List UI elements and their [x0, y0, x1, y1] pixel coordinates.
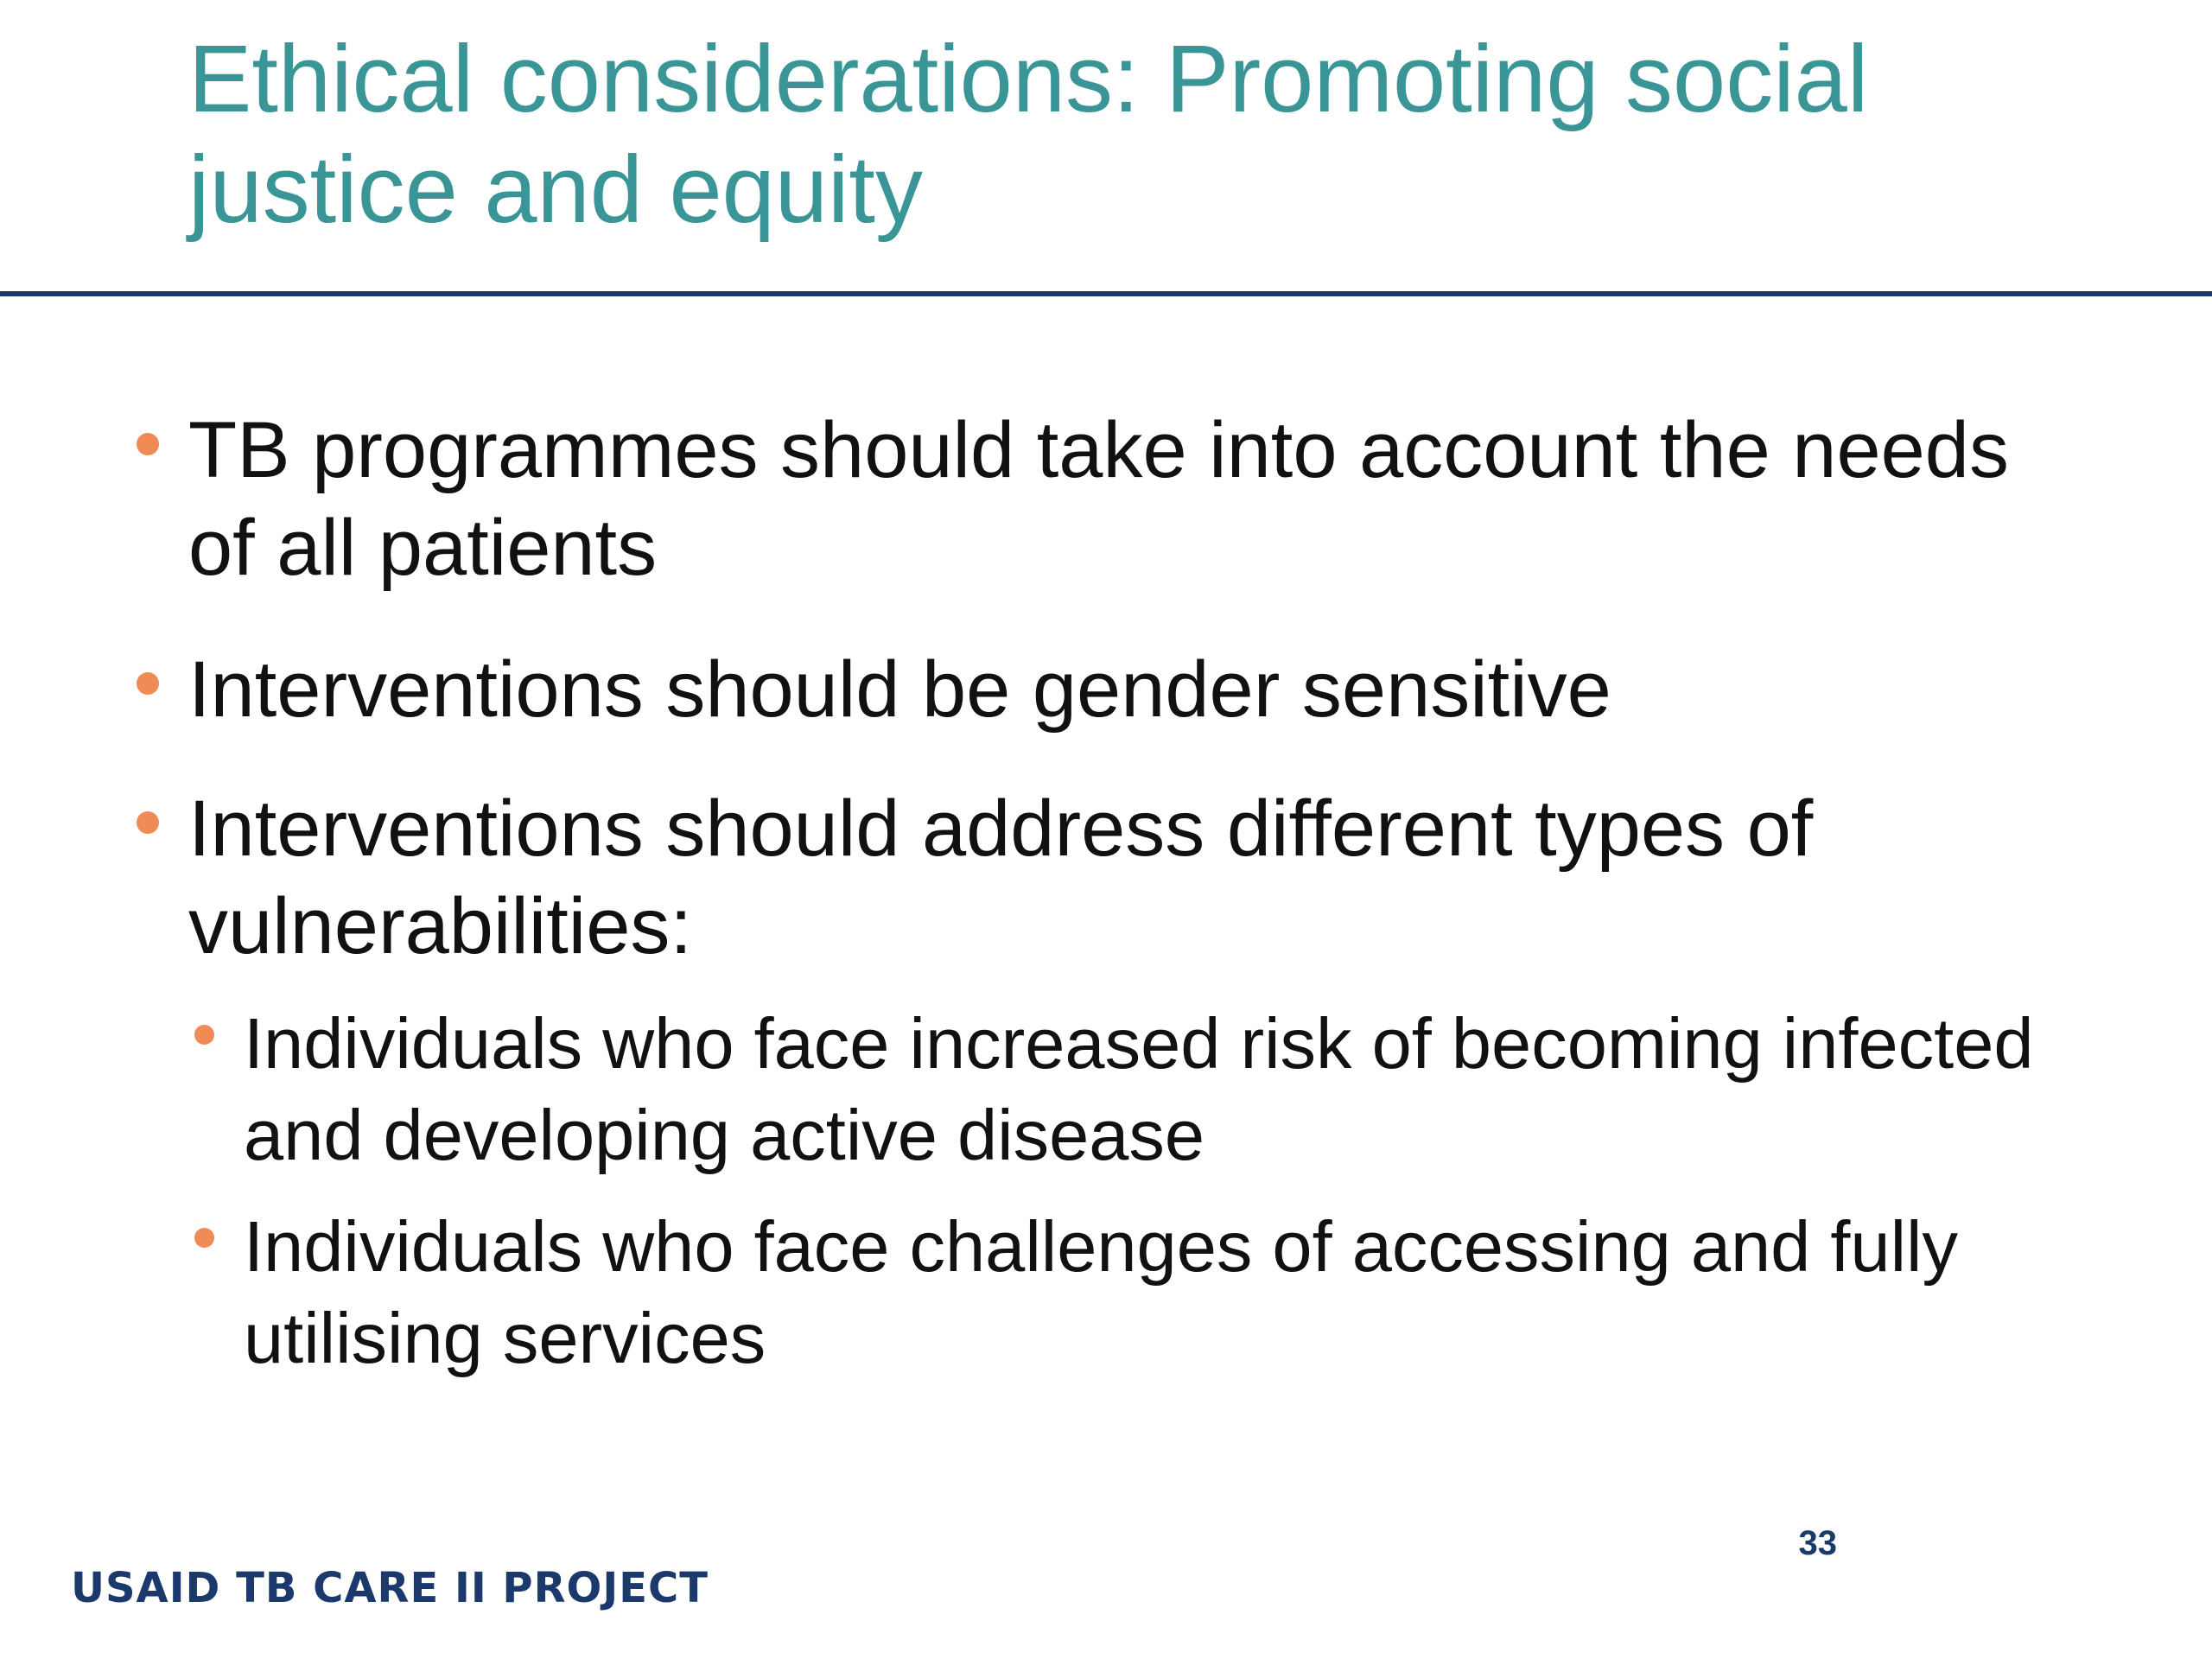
- bullet-marker-icon: [137, 811, 159, 834]
- bullet-item: [188, 402, 2020, 597]
- slide-title: Ethical considerations: Promoting social justice and equity: [188, 26, 1869, 243]
- sub-bullet-item: [244, 998, 2110, 1181]
- page-number: 33: [1798, 1524, 1837, 1562]
- footer-logo: USAID TB CARE II PROJECT: [71, 1564, 709, 1612]
- bullet-marker-icon: [194, 1025, 214, 1045]
- bullet-marker-icon: [137, 672, 159, 695]
- sub-bullet-text: Individuals who face increased risk of becoming infected and developing active disease: [244, 1003, 2034, 1175]
- sub-bullet-text: Individuals who face challenges of accessing and fully utilising services: [244, 1206, 1958, 1378]
- bullet-marker-icon: [137, 433, 159, 455]
- bullet-text: TB programmes should take into account the needs of all patients: [188, 406, 2009, 592]
- bullet-item: [188, 641, 2020, 739]
- bullet-text: Interventions should address different types of vulnerabilities:: [188, 785, 1814, 970]
- title-divider: [0, 291, 2212, 296]
- bullet-text: Interventions should be gender sensitive: [188, 645, 1611, 734]
- bullet-item: [188, 780, 2020, 976]
- bullet-marker-icon: [194, 1228, 214, 1248]
- sub-bullet-item: [244, 1201, 2110, 1384]
